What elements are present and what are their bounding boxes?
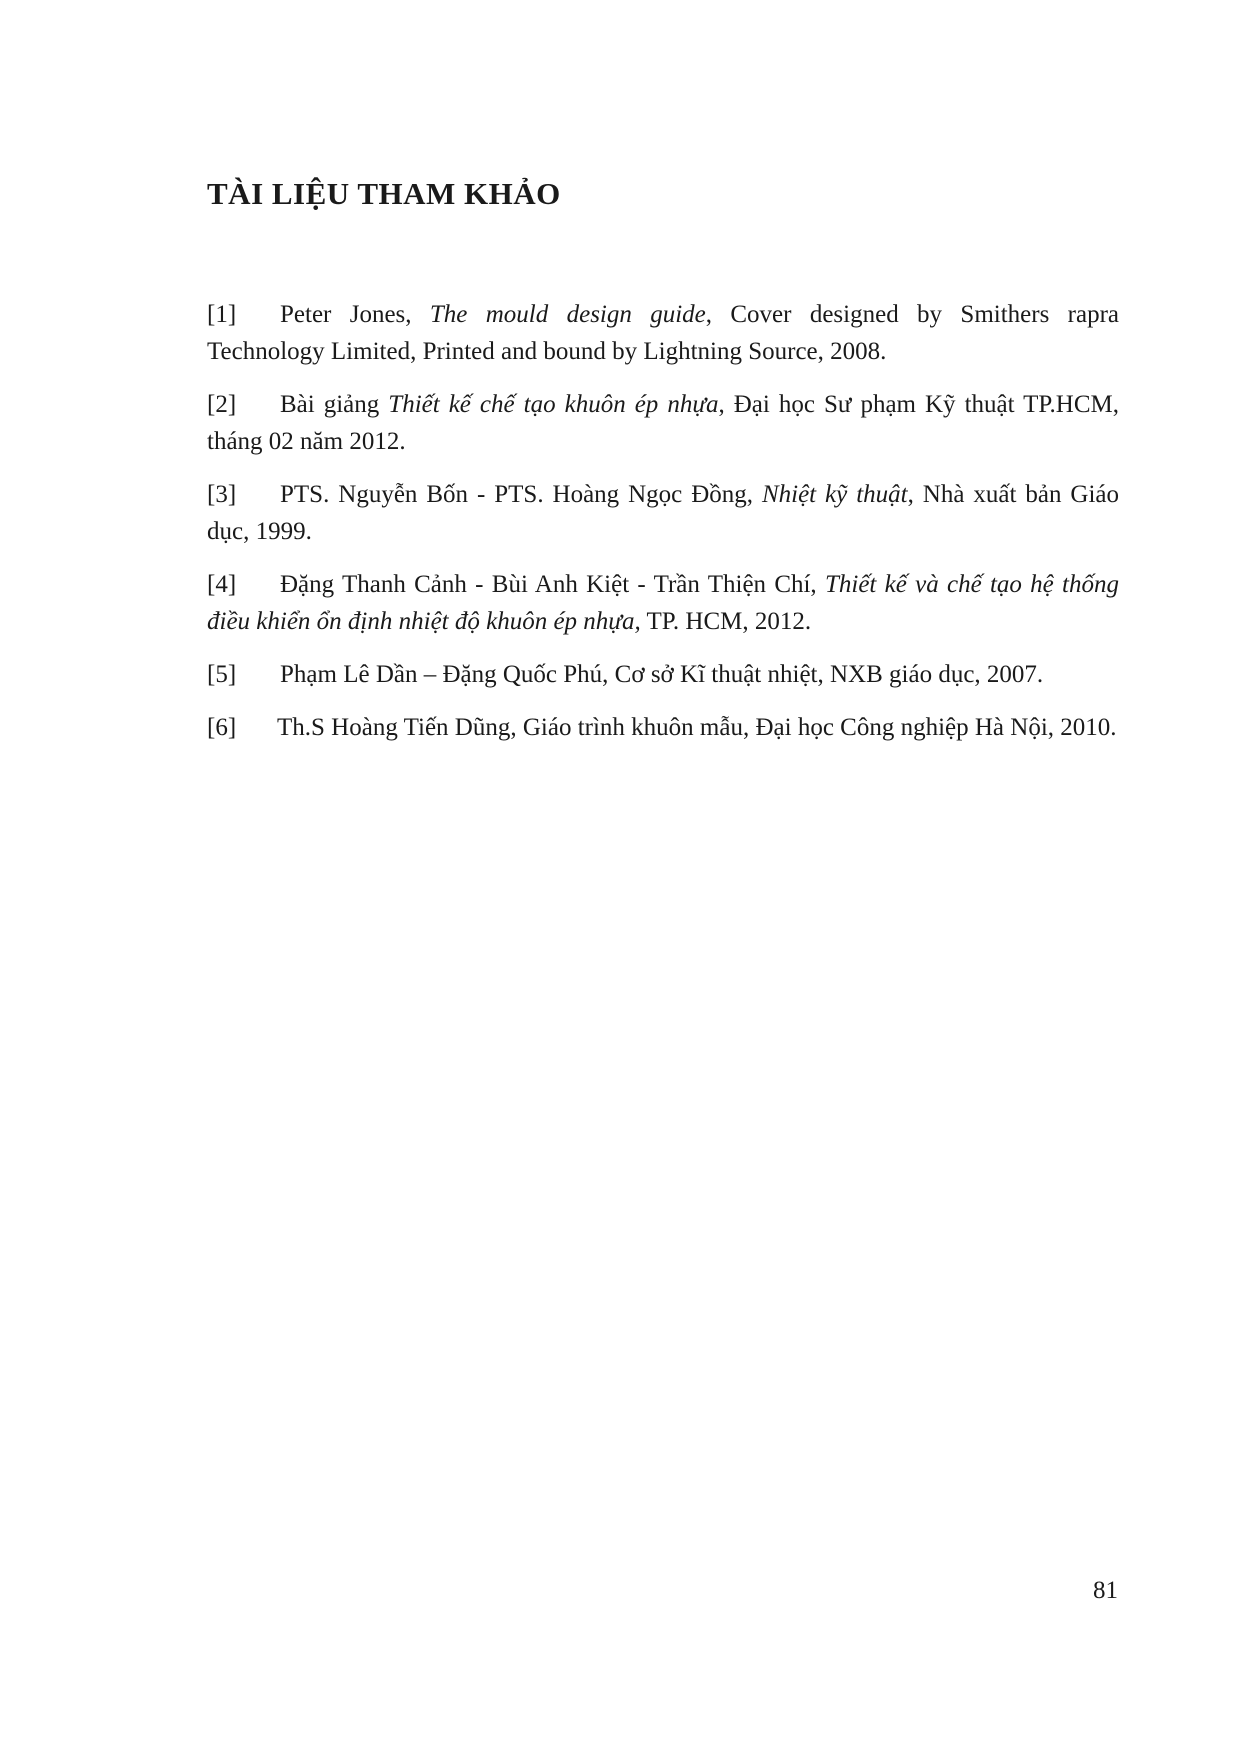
reference-title: Thiết kế chế tạo khuôn ép nhựa [388,391,719,418]
reference-text: Th.S Hoàng Tiến Dũng, Giáo trình khuôn mẫu, Đại học Công nghiệp Hà Nội, 2010. [277,714,1117,741]
reference-title: Thiết kế và chế tạo hệ thống điều khiển ổn định nhiệt độ khuôn ép nhựa, [207,571,1119,635]
reference-item [207,386,1119,460]
reference-list [207,296,1119,762]
reference-authors: Đặng Thanh Cảnh - Bùi Anh Kiệt - Trần Thiện Chí, [280,571,825,598]
reference-authors: Bài giảng [280,391,389,418]
reference-item [207,656,1119,693]
reference-publication: , Nhà xuất bản Giáo dục, 1999. [207,481,1119,545]
reference-number: [2] [207,391,237,418]
reference-item [207,476,1119,550]
reference-number: [1] [207,301,237,328]
reference-publication: TP. HCM, 2012. [640,608,812,635]
page-number: 81 [1093,1577,1118,1604]
references-heading: TÀI LIỆU THAM KHẢO [207,176,561,211]
reference-title: The mould design guide [429,301,706,328]
reference-number: [4] [207,571,237,598]
reference-number: [6] [207,714,237,741]
reference-item [207,709,1119,746]
reference-number: [3] [207,481,237,508]
reference-text: Phạm Lê Dần – Đặng Quốc Phú, Cơ sở Kĩ thuật nhiệt, NXB giáo dục, 2007. [280,661,1044,688]
reference-number: [5] [207,661,237,688]
reference-authors: PTS. Nguyễn Bốn - PTS. Hoàng Ngọc Đồng, [280,481,762,508]
reference-item [207,296,1119,370]
reference-publication: , Cover designed by Smithers rapra Technology Limited, Printed and bound by Lightning Source, 2008. [207,301,1120,365]
reference-authors: Peter Jones, [280,301,430,328]
reference-item [207,566,1119,640]
reference-publication: , Đại học Sư phạm Kỹ thuật TP.HCM, tháng 02 năm 2012. [207,391,1119,455]
reference-title: Nhiệt kỹ thuật [761,481,908,508]
